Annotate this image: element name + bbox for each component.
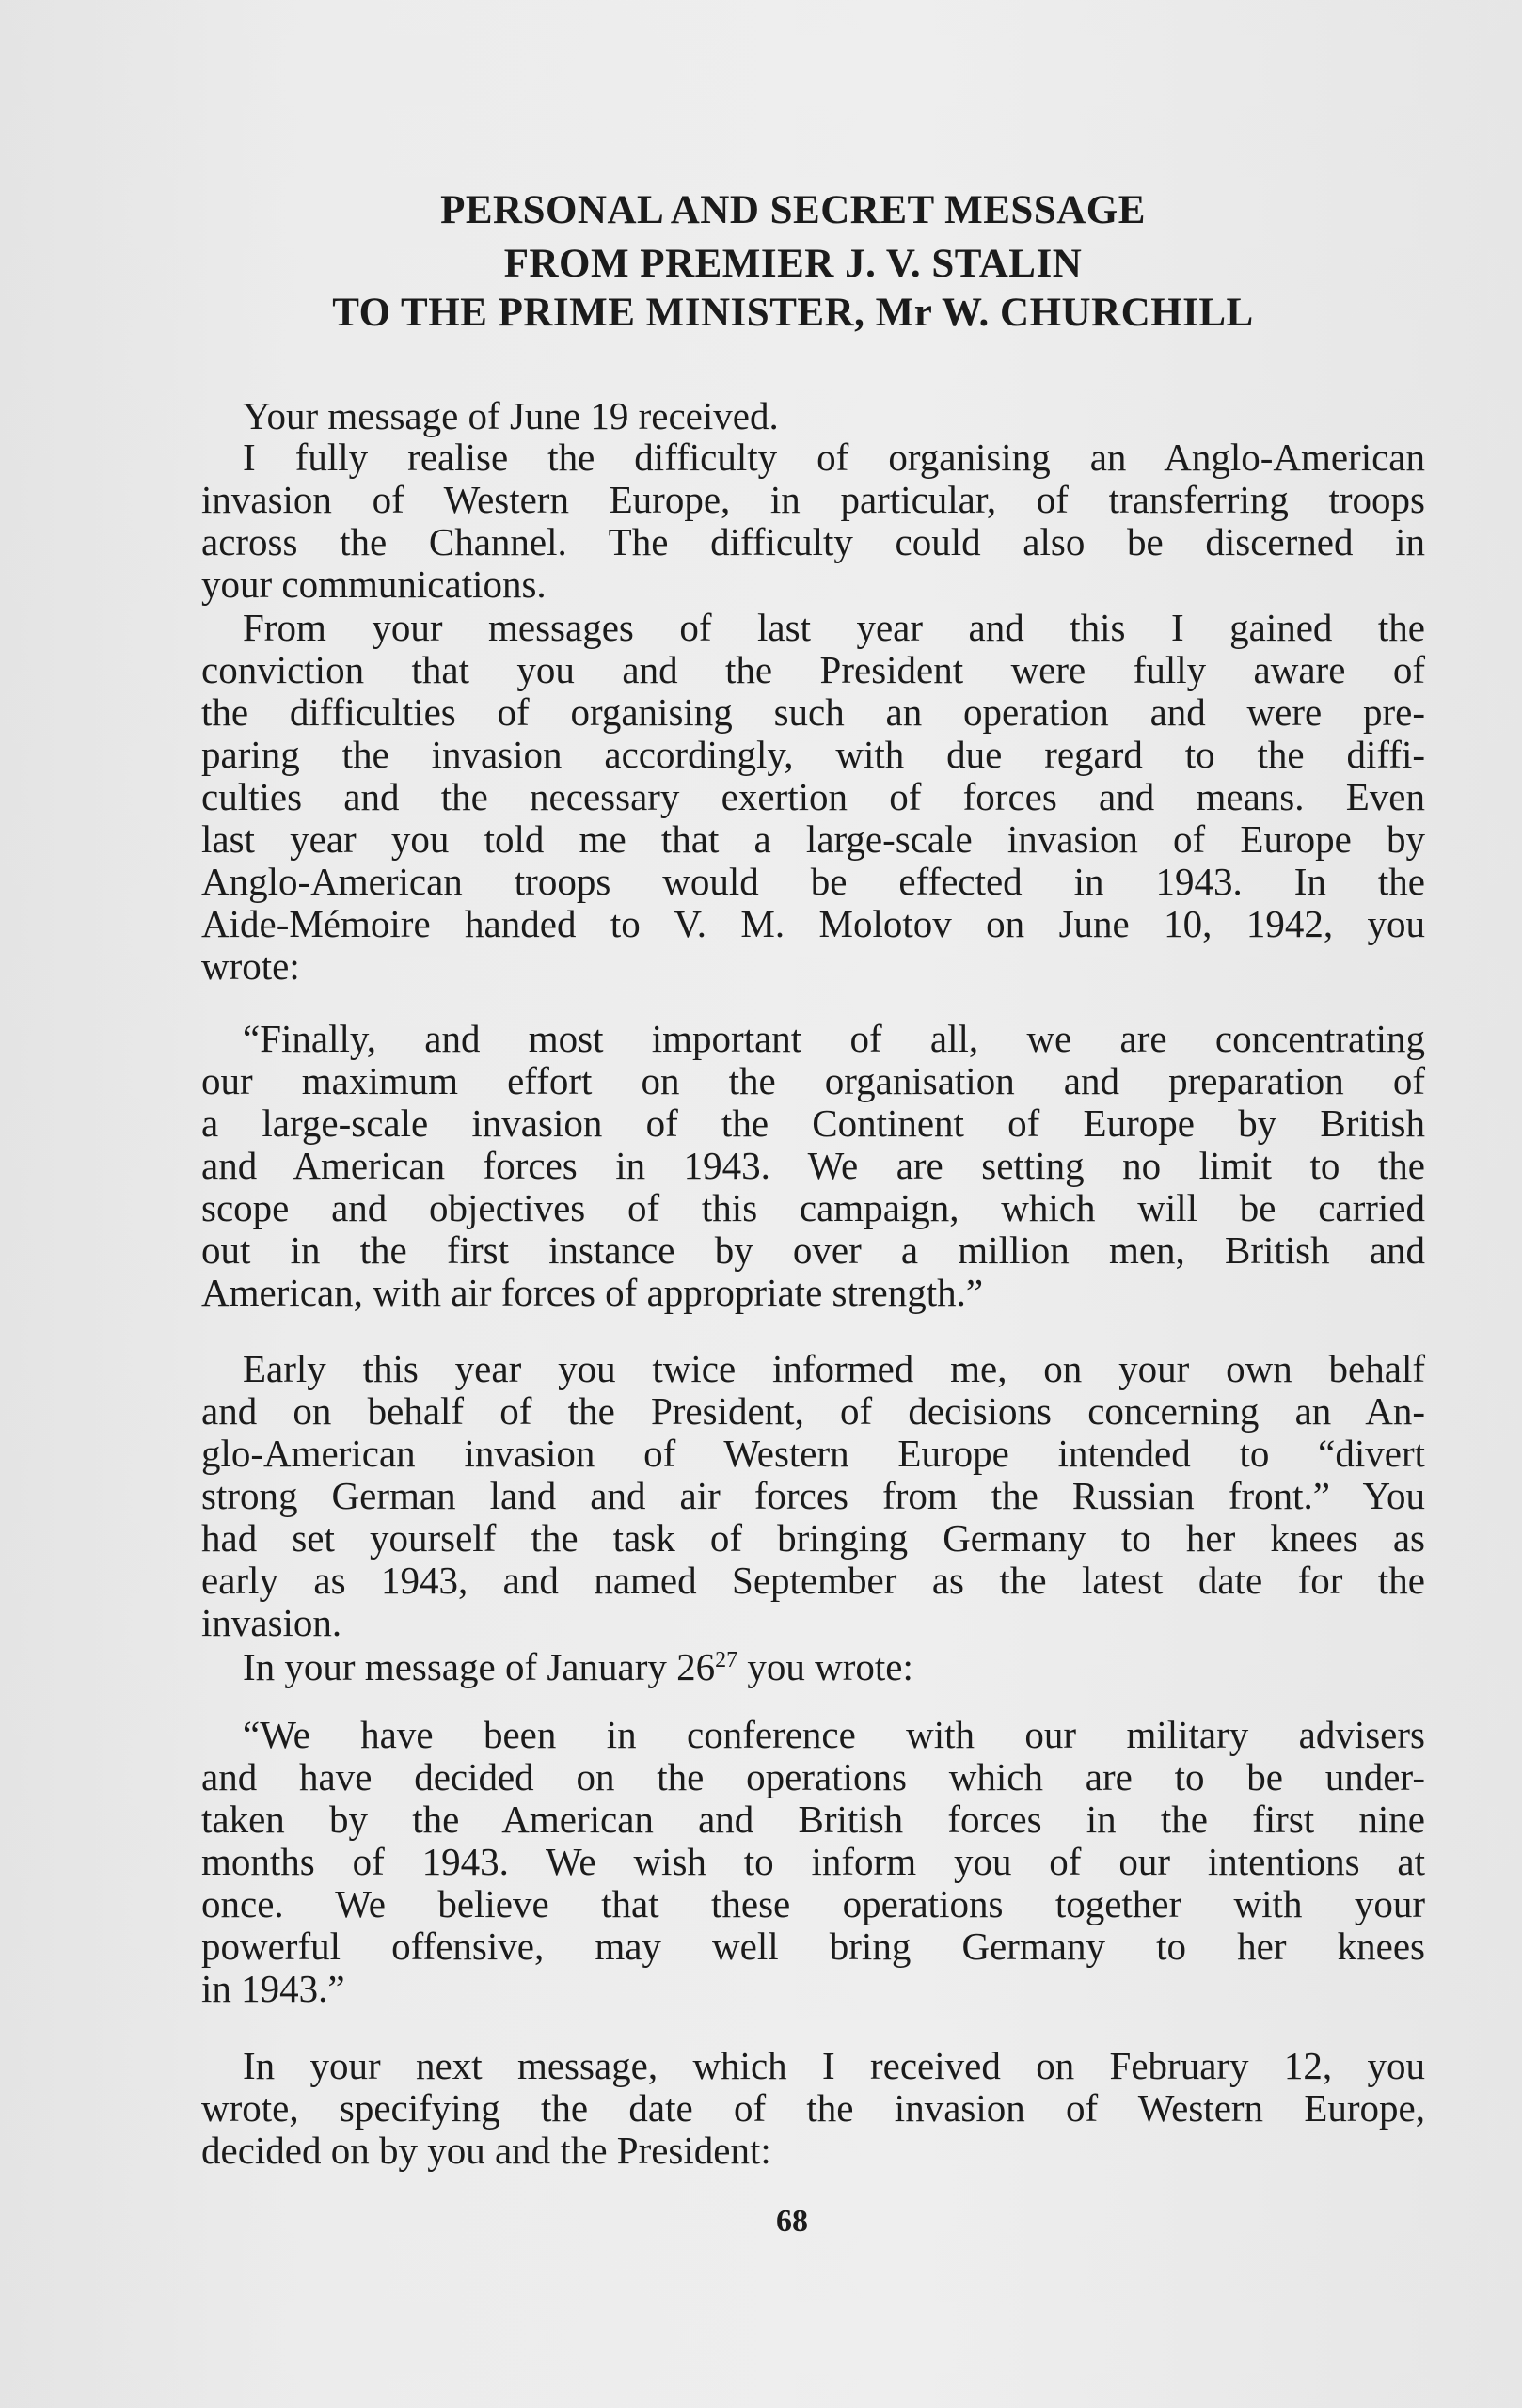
text-line bbox=[201, 2087, 1425, 2130]
line-text: scope and objectives of this campaign, which will be carried bbox=[201, 1186, 1425, 1229]
line-text: and American forces in 1943. We are setting no limit to the bbox=[201, 1144, 1425, 1187]
line-text: In your message of January 26 bbox=[243, 1645, 716, 1688]
line-text: In your next message, which I received on February 12, you bbox=[243, 2044, 1425, 2087]
text-line bbox=[201, 691, 1425, 734]
text-line bbox=[201, 776, 1425, 818]
line-text: invasion of Western Europe, in particular, of transferring troops bbox=[201, 478, 1425, 521]
text-line bbox=[201, 1602, 1425, 1644]
text-line bbox=[201, 649, 1425, 691]
line-text: once. We believe that these operations together with your bbox=[201, 1882, 1425, 1925]
text-line bbox=[201, 1060, 1425, 1102]
line-text: From your messages of last year and this I gained the bbox=[243, 606, 1425, 649]
text-line bbox=[201, 395, 1425, 437]
heading-line-1: PERSONAL AND SECRET MESSAGE bbox=[440, 188, 1146, 232]
line-text: taken by the American and British forces in the first nine bbox=[201, 1798, 1425, 1841]
line-text: “Finally, and most important of all, we are concentrating bbox=[243, 1017, 1425, 1060]
text-line bbox=[201, 818, 1425, 861]
paragraph-received bbox=[201, 395, 1425, 437]
quote-january-message bbox=[201, 1714, 1425, 2010]
line-text: glo-American invasion of Western Europe intended to “divert bbox=[201, 1432, 1425, 1475]
text-line bbox=[201, 1714, 1425, 1756]
text-line bbox=[201, 1798, 1425, 1841]
line-text: early as 1943, and named September as the latest date for the bbox=[201, 1559, 1425, 1602]
line-text: the difficulties of organising such an operation and were pre- bbox=[201, 690, 1425, 734]
footnote-reference: 27 bbox=[715, 1648, 738, 1672]
line-text: last year you told me that a large-scale invasion of Europe by bbox=[201, 817, 1425, 861]
text-line bbox=[201, 2045, 1425, 2087]
text-line bbox=[201, 1756, 1425, 1798]
text-line bbox=[201, 1646, 1425, 1688]
text-line bbox=[201, 1560, 1425, 1602]
text-line bbox=[201, 563, 1425, 606]
line-text: “We have been in conference with our military advisers bbox=[243, 1713, 1425, 1756]
heading-line-2: FROM PREMIER J. V. STALIN bbox=[503, 242, 1083, 286]
line-text: Aide-Mémoire handed to V. M. Molotov on June 10, 1942, you bbox=[201, 902, 1425, 945]
line-text: months of 1943. We wish to inform you of our intentions at bbox=[201, 1840, 1425, 1883]
paragraph-february-message bbox=[201, 2045, 1425, 2172]
text-line bbox=[201, 607, 1425, 649]
line-text: a large-scale invasion of the Continent of Europe by British bbox=[201, 1101, 1425, 1145]
line-text: out in the first instance by over a million men, British and bbox=[201, 1228, 1425, 1272]
text-line bbox=[201, 1348, 1425, 1390]
text-line bbox=[201, 479, 1425, 521]
text-line bbox=[201, 1968, 1425, 2010]
text-line bbox=[201, 1925, 1425, 1968]
text-line bbox=[201, 1475, 1425, 1517]
text-line bbox=[201, 1883, 1425, 1925]
line-text: powerful offensive, may well bring Germany to her knees bbox=[201, 1925, 1425, 1968]
line-text: and have decided on the operations which are to be under- bbox=[201, 1755, 1425, 1798]
text-line bbox=[201, 903, 1425, 945]
quote-aide-memoire bbox=[201, 1018, 1425, 1314]
line-text: conviction that you and the President were fully aware of bbox=[201, 648, 1425, 691]
paragraph-difficulty bbox=[201, 436, 1425, 606]
line-text: your communications. bbox=[201, 562, 547, 606]
text-line bbox=[201, 1517, 1425, 1560]
line-text: Your message of June 19 received. bbox=[243, 394, 779, 437]
line-text: wrote: bbox=[201, 944, 300, 988]
line-text: Anglo-American troops would be effected in 1943. In the bbox=[201, 860, 1425, 903]
line-text: strong German land and air forces from the Russian front.” You bbox=[201, 1474, 1425, 1517]
text-line bbox=[201, 1187, 1425, 1229]
text-line bbox=[201, 1433, 1425, 1475]
line-text: and on behalf of the President, of decisions concerning an An- bbox=[201, 1389, 1425, 1433]
text-line bbox=[201, 734, 1425, 776]
text-line bbox=[201, 945, 1425, 988]
text-line bbox=[201, 861, 1425, 903]
text-line bbox=[201, 1841, 1425, 1883]
paragraph-conviction bbox=[201, 607, 1425, 988]
text-line bbox=[201, 1145, 1425, 1187]
text-line bbox=[201, 1229, 1425, 1272]
line-text: had set yourself the task of bringing Germany to her knees as bbox=[201, 1516, 1425, 1560]
paragraph-january-message bbox=[201, 1646, 1425, 1688]
text-line bbox=[201, 521, 1425, 563]
line-text: Early this year you twice informed me, on your own behalf bbox=[243, 1347, 1425, 1390]
text-line bbox=[201, 436, 1425, 479]
line-text: across the Channel. The difficulty could also be discerned in bbox=[201, 520, 1425, 563]
text-line bbox=[201, 2130, 1425, 2172]
heading-line-3: TO THE PRIME MINISTER, Mr W. CHURCHILL bbox=[332, 291, 1254, 335]
line-text: invasion. bbox=[201, 1601, 342, 1644]
line-text: our maximum effort on the organisation and preparation of bbox=[201, 1059, 1425, 1102]
line-text: culties and the necessary exertion of forces and means. Even bbox=[201, 775, 1425, 818]
text-line bbox=[201, 1390, 1425, 1433]
line-text: paring the invasion accordingly, with due regard to the diffi- bbox=[201, 733, 1425, 776]
page-number: 68 bbox=[776, 2204, 808, 2239]
line-text: American, with air forces of appropriate strength.” bbox=[201, 1271, 984, 1314]
text-line bbox=[201, 1272, 1425, 1314]
line-text: I fully realise the difficulty of organising an Anglo-American bbox=[243, 436, 1425, 479]
paragraph-early-this-year bbox=[201, 1348, 1425, 1644]
line-text: you wrote: bbox=[737, 1645, 913, 1688]
line-text: wrote, specifying the date of the invasion of Western Europe, bbox=[201, 2086, 1425, 2130]
text-line bbox=[201, 1102, 1425, 1145]
line-text: in 1943.” bbox=[201, 1967, 345, 2010]
text-line bbox=[201, 1018, 1425, 1060]
line-text: decided on by you and the President: bbox=[201, 2129, 771, 2172]
